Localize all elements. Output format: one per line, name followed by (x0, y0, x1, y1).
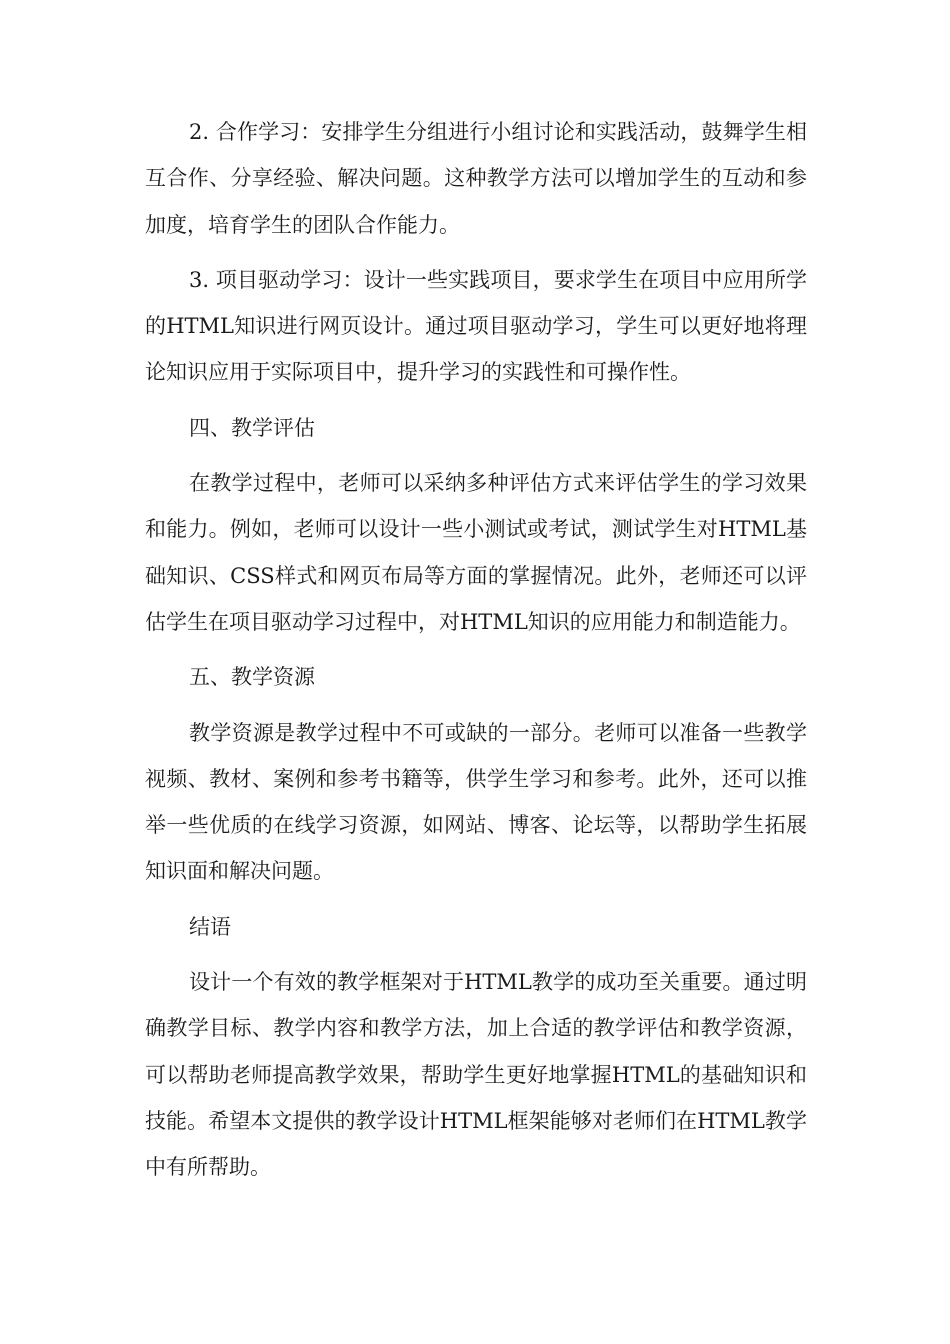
paragraph-evaluation: 在教学过程中，老师可以采纳多种评估方式来评估学生的学习效果和能力。例如，老师可以设计一些小测试或考试，测试学生对HTML基础知识、CSS样式和网页布局等方面的掌握情况。此外，老师还可以评估学生在项目驱动学习过程中，对HTML知识的应用能力和制造能力。 (145, 471, 807, 634)
paragraph-conclusion: 设计一个有效的教学框架对于HTML教学的成功至关重要。通过明确教学目标、教学内容和教学方法，加上合适的教学评估和教学资源，可以帮助老师提高教学效果，帮助学生更好地掌握HTML的基础知识和技能。希望本文提供的教学设计HTML框架能够对老师们在HTML教学中有所帮助。 (145, 970, 807, 1180)
section-heading-resources: 五、教学资源 (189, 665, 315, 690)
paragraph-cooperative-learning: 2. 合作学习：安排学生分组进行小组讨论和实践活动，鼓舞学生相互合作、分享经验、解决问题。这种教学方法可以增加学生的互动和参加度，培育学生的团队合作能力。 (145, 120, 807, 237)
document-body (145, 109, 807, 1200)
section-heading-evaluation: 四、教学评估 (189, 415, 315, 440)
paragraph-project-driven-learning: 3. 项目驱动学习：设计一些实践项目，要求学生在项目中应用所学的HTML知识进行网页设计。通过项目驱动学习，学生可以更好地将理论知识应用于实际项目中，提升学习的实践性和可操作性。 (145, 267, 807, 385)
paragraph-resources: 教学资源是教学过程中不可或缺的一部分。老师可以准备一些教学视频、教材、案例和参考书籍等，供学生学习和参考。此外，还可以推举一些优质的在线学习资源，如网站、博客、论坛等，以帮助学生拓展知识面和解决问题。 (145, 720, 807, 884)
section-heading-conclusion: 结语 (189, 914, 231, 939)
